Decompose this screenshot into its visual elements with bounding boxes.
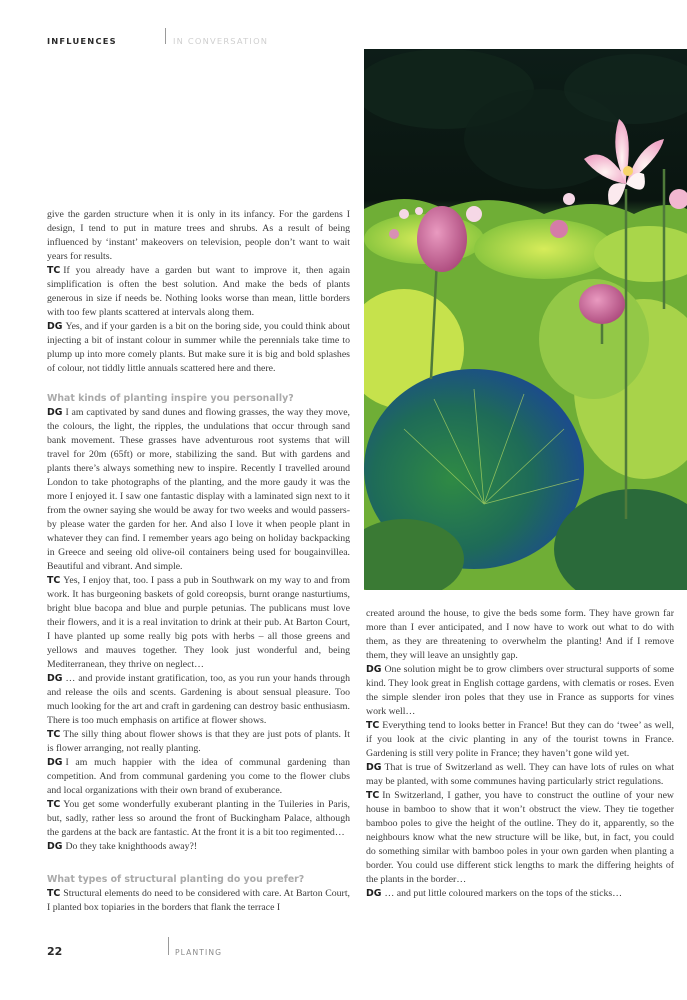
paragraph-text: I am much happier with the idea of communal gardening than competition. And from communal gardening you come to the flower clubs and local organizations with their own brand of exuberance.	[47, 757, 350, 796]
speaker-label: DG	[366, 888, 382, 899]
paragraph-text: give the garden structure when it is only in its infancy. For the gardens I design, I tend to put in mature trees and shrubs. As a result of being influenced by ‘instant’ makeovers on television, people don’t want to wait years for results.	[47, 209, 350, 262]
speaker-label: TC	[366, 790, 380, 801]
page-number: 22	[47, 945, 63, 958]
question-heading: What kinds of planting inspire you personally?	[47, 393, 294, 404]
paragraph-text: If you already have a garden but want to improve it, then again simplification is often the best solution. And make the beds of plants generous in size if needs be. Nothing looks worse than mean, little borders with too few plants scattered at intervals along them.	[47, 265, 350, 318]
speaker-label: DG	[47, 321, 63, 332]
paragraph	[47, 672, 350, 728]
paragraph-text: I am captivated by sand dunes and flowing grasses, the way they move, the colours, the light, the ripples, the undulations that occur through sand bank movement. These grasses have adventurous root systems that will travel for 20m (65ft) or more, stabilizing the sand. But with gardens and plants there’s always something new to inspire. Recently I travelled around London to take photographs of the planting, and the more gaudy it was the more I enjoyed it. I saw one fantastic display with a laminated sign next to it from the owner saying she would be away for two weeks and would passers-by please water the garden for her. And also I love it when people plant in whatever they can find. I remember years ago being on holiday backpacking in Greece and seeing old olive-oil containers being used for bougainvillea. Beautiful and vibrant. And simple.	[47, 407, 350, 572]
speaker-label: DG	[366, 762, 382, 773]
paragraph	[366, 887, 674, 901]
paragraph	[366, 719, 674, 761]
running-head-subsection: IN CONVERSATION	[173, 36, 269, 46]
paragraph	[47, 406, 350, 574]
paragraph-text: You get some wonderfully exuberant planting in the Tuileries in Paris, but, sadly, rather less so around the front of Buckingham Palace, although the gardens at the back are fantastic. At the front it is a bit too regimented…	[47, 799, 350, 838]
paragraph	[47, 840, 350, 854]
paragraph-text: … and put little coloured markers on the tops of the sticks…	[384, 888, 623, 899]
paragraph	[366, 789, 674, 887]
paragraph	[47, 574, 350, 672]
paragraph-text: That is true of Switzerland as well. They can have lots of rules on what may be planted, with some communes having particularly strict regulations.	[366, 762, 674, 787]
paragraph-text: Yes, I enjoy that, too. I pass a pub in Southwark on my way to and from work. It has burgeoning baskets of gold coreopsis, burnt orange nasturtiums, bright blue bacopa and blue and purple petunias. The publicans must love their flowers, and it is a real invitation to drink at their pub. At Barton Court, I have planted up some really big pots with herbs – all those greens and yellows and mauves together. They look just wonderful and, being Mediterranean, they thrive on neglect…	[47, 575, 350, 670]
header-divider	[165, 28, 166, 44]
paragraph	[366, 663, 674, 719]
speaker-label: TC	[366, 720, 380, 731]
speaker-label: TC	[47, 575, 61, 586]
paragraph	[47, 208, 350, 264]
speaker-label: TC	[47, 888, 61, 899]
paragraph-text: Yes, and if your garden is a bit on the boring side, you could think about injecting a bit of instant colour in summer while the perennials take time to plump up into more comely plants. But make sure it is big and bold splashes of colour, not tiddly little annuals scattered here and there.	[47, 321, 350, 374]
paragraph	[47, 320, 350, 376]
speaker-label: DG	[47, 757, 63, 768]
paragraph	[366, 607, 674, 663]
footer-divider	[168, 937, 169, 955]
running-head-section: INFLUENCES	[47, 36, 117, 46]
speaker-label: DG	[47, 407, 63, 418]
speaker-label: DG	[366, 664, 382, 675]
speaker-label: TC	[47, 265, 61, 276]
footer-section-label: PLANTING	[175, 948, 223, 957]
paragraph-text: created around the house, to give the beds some form. They have grown far more than I ever anticipated, and I now have to work out what to do with them, as they are threatening to overwhelm the planting! And if I remove them, they will leave an unsightly gap.	[366, 608, 674, 661]
paragraph-text: Structural elements do need to be considered with care. At Barton Court, I planted box topiaries in the borders that flank the terrace I	[47, 888, 350, 913]
paragraph-text: Everything tend to looks better in France! But they can do ‘twee’ as well, if you look at the civic planting in any of the tourist towns in France. Gardening is still very polite in France; they haven’t gone wild yet.	[366, 720, 674, 759]
left-text-column	[47, 208, 350, 915]
paragraph	[47, 887, 350, 915]
speaker-label: TC	[47, 799, 61, 810]
speaker-label: DG	[47, 673, 63, 684]
paragraph-text: Do they take knighthoods away?!	[65, 841, 198, 852]
paragraph	[366, 761, 674, 789]
paragraph-text: In Switzerland, I gather, you have to construct the outline of your new house in bamboo to show that it won’t obstruct the view. They tie together bamboo poles to give the height of the outline. They do it, apparently, so the neighbours know what the new structure will be like, but, in fact, you could do something similar with bamboo poles in your own garden when planting a border. You could use different stick lengths to mark the differing heights of the plants in the border…	[366, 790, 674, 885]
question-heading: What types of structural planting do you prefer?	[47, 874, 305, 885]
paragraph	[47, 728, 350, 756]
lotus-illustration	[364, 49, 687, 590]
lotus-photo	[364, 49, 687, 590]
paragraph-text: One solution might be to grow climbers over structural supports of some kind. They look great in English cottage gardens, with clematis or roses. Even the simple slender iron poles that they use in France as supports for vines work well…	[366, 664, 674, 717]
speaker-label: TC	[47, 729, 61, 740]
paragraph	[47, 264, 350, 320]
paragraph-text: … and provide instant gratification, too, as you run your hands through and release the oils and scents. Gardening is about sensual pleasure. Too much looking for the art and craft in gardening can destroy basic enthusiasm. There is too much emphasis on artifice at flower shows.	[47, 673, 350, 726]
paragraph-text: The silly thing about flower shows is that they are just pots of plants. It is flower arranging, not really planting.	[47, 729, 350, 754]
speaker-label: DG	[47, 841, 63, 852]
paragraph	[47, 756, 350, 798]
paragraph	[47, 798, 350, 840]
right-text-column	[366, 607, 674, 901]
